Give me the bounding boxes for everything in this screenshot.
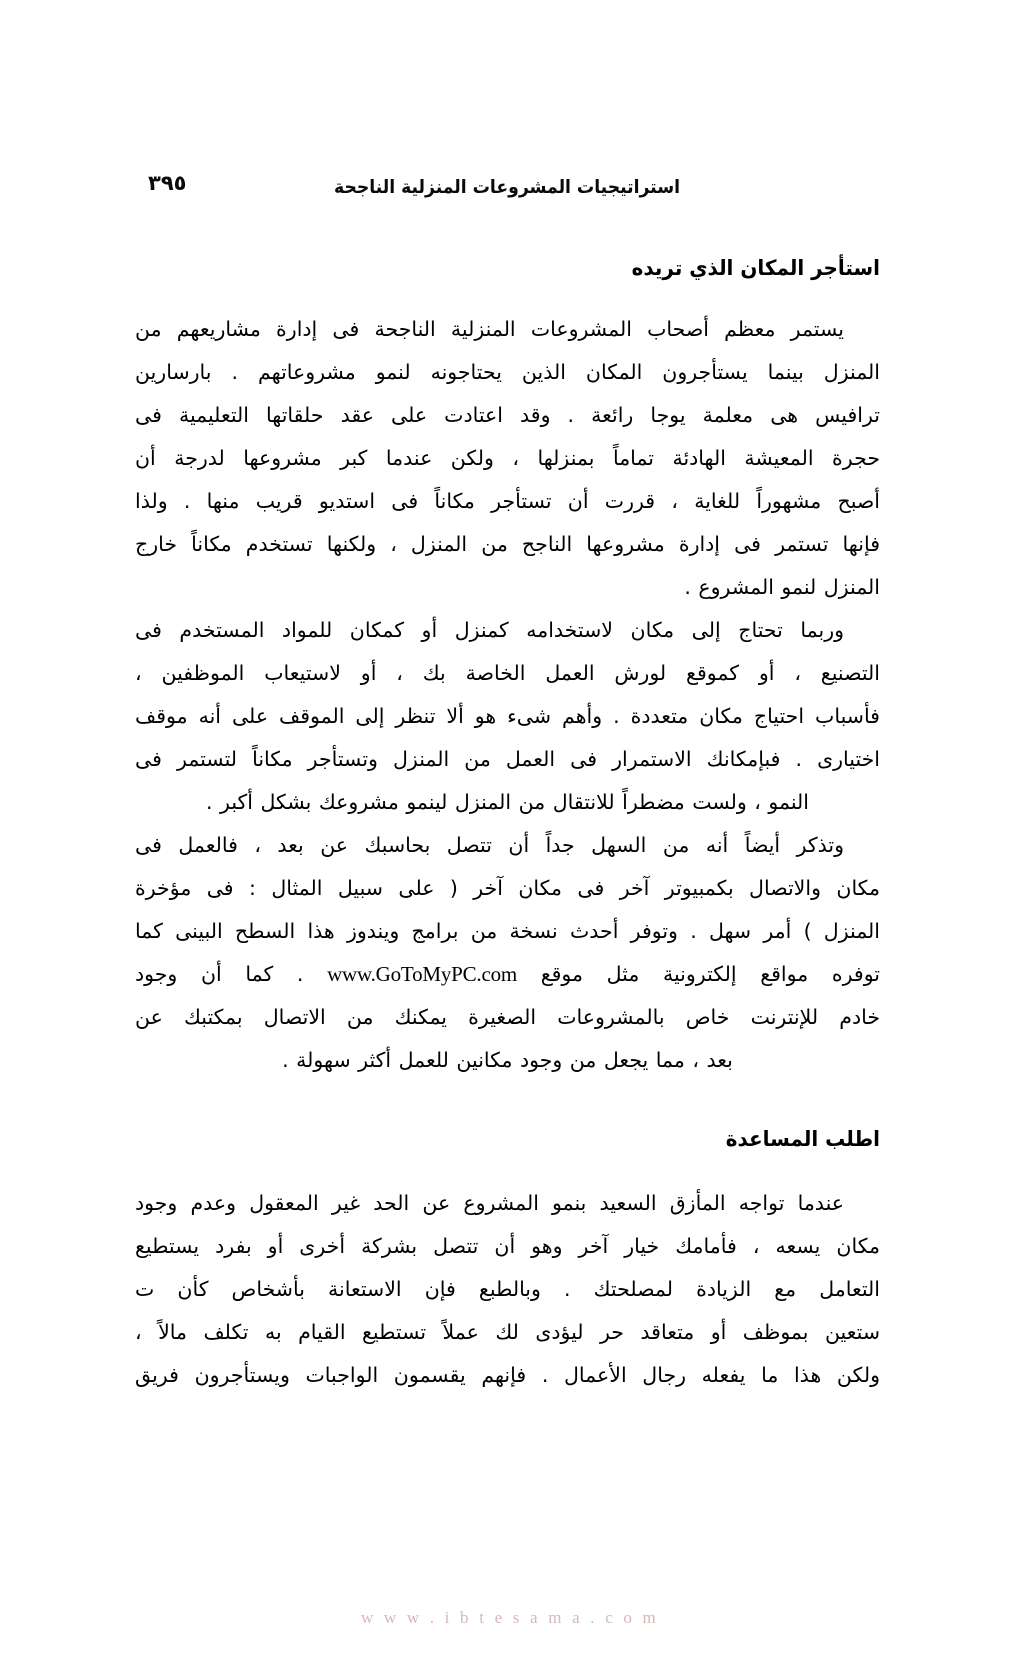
paragraph-1 [135, 308, 880, 609]
text-line: التعامل مع الزيادة لمصلحتك . وبالطبع فإن الاستعانة بأشخاص كأن ت [135, 1276, 880, 1301]
text-line: مكان يسعه ، فأمامك خيار آخر وهو أن تتصل بشركة أخرى أو بفرد يستطيع [135, 1233, 880, 1258]
section-heading-ask-for-help: اطلب المساعدة [725, 1127, 880, 1152]
footer-watermark: w w w . i b t e s a m a . c o m [361, 1608, 659, 1627]
text-line: يستمر معظم أصحاب المشروعات المنزلية الناجحة فى إدارة مشاريعهم من [135, 317, 844, 342]
url-gotomypc[interactable]: www.GoToMyPC.com [327, 962, 518, 987]
text-column [135, 255, 880, 1397]
text-before-url: توفره مواقع إلكترونية مثل موقع [540, 962, 880, 987]
section-heading-rent-place: استأجر المكان الذي تريده [631, 256, 880, 280]
text-line: مكان والاتصال بكمبيوتر آخر فى مكان آخر ( على سبيل المثال : فى مؤخرة [135, 876, 880, 901]
text-line: وتذكر أيضاً أنه من السهل جداً أن تتصل بحاسبك عن بعد ، فالعمل فى [135, 833, 844, 858]
text-line: النمو ، ولست مضطراً للانتقال من المنزل لينمو مشروعك بشكل أكبر . [205, 790, 810, 815]
paragraph-2 [135, 609, 880, 824]
text-line: وربما تحتاج إلى مكان لاستخدامه كمنزل أو كمكان للمواد المستخدم فى [135, 618, 844, 643]
text-line: خادم للإنترنت خاص بالمشروعات الصغيرة يمكنك من الاتصال بمكتبك عن [135, 1005, 880, 1030]
text-line: بعد ، مما يجعل من وجود مكانين للعمل أكثر سهولة . [282, 1048, 733, 1073]
text-line: اختيارى . فبإمكانك الاستمرار فى العمل من المنزل وتستأجر مكاناً لتستمر فى [135, 747, 880, 772]
text-after-url: . كما أن وجود [135, 962, 304, 987]
text-line: ولكن هذا ما يفعله رجال الأعمال . فإنهم يقسمون الواجبات ويستأجرون فريق [135, 1362, 880, 1387]
text-line: التصنيع ، أو كموقع لورش العمل الخاصة بك ، أو لاستيعاب الموظفين ، [135, 661, 880, 686]
text-line: أصبح مشهوراً للغاية ، قررت أن تستأجر مكاناً فى استديو قريب منها . ولذا [135, 489, 880, 514]
page-number: ٣٩٥ [148, 171, 187, 195]
text-line: عندما تواجه المأزق السعيد بنمو المشروع عن الحد غير المعقول وعدم وجود [135, 1190, 844, 1215]
text-line: المنزل لنمو المشروع . [684, 575, 880, 600]
text-line: فأسباب احتياج مكان متعددة . وأهم شىء هو ألا تنظر إلى الموقف على أنه موقف [135, 704, 880, 729]
running-head [135, 170, 885, 204]
text-line-with-url [135, 953, 880, 996]
text-line: المنزل ) أمر سهل . وتوفر أحدث نسخة من برامج ويندوز هذا السطح البينى كما [135, 919, 880, 944]
paragraph-3 [135, 824, 880, 1082]
text-line: ستعين بموظف أو متعاقد حر ليؤدى لك عملاً تستطيع القيام به تكلف مالاً ، [135, 1319, 880, 1344]
text-line: فإنها تستمر فى إدارة مشروعها الناجح من المنزل ، ولكنها تستخدم مكاناً خارج [135, 532, 880, 557]
text-line: ترافيس هى معلمة يوجا رائعة . وقد اعتادت على عقد حلقاتها التعليمية فى [135, 403, 880, 428]
running-head-title: استراتيجيات المشروعات المنزلية الناجحة [334, 176, 680, 198]
text-line: المنزل بينما يستأجرون المكان الذين يحتاجونه لنمو مشروعاتهم . بارسارين [135, 360, 880, 385]
text-line: حجرة المعيشة الهادئة تماماً بمنزلها ، ولكن عندما كبر مشروعها لدرجة أن [135, 446, 880, 471]
paragraph-4 [135, 1182, 880, 1397]
